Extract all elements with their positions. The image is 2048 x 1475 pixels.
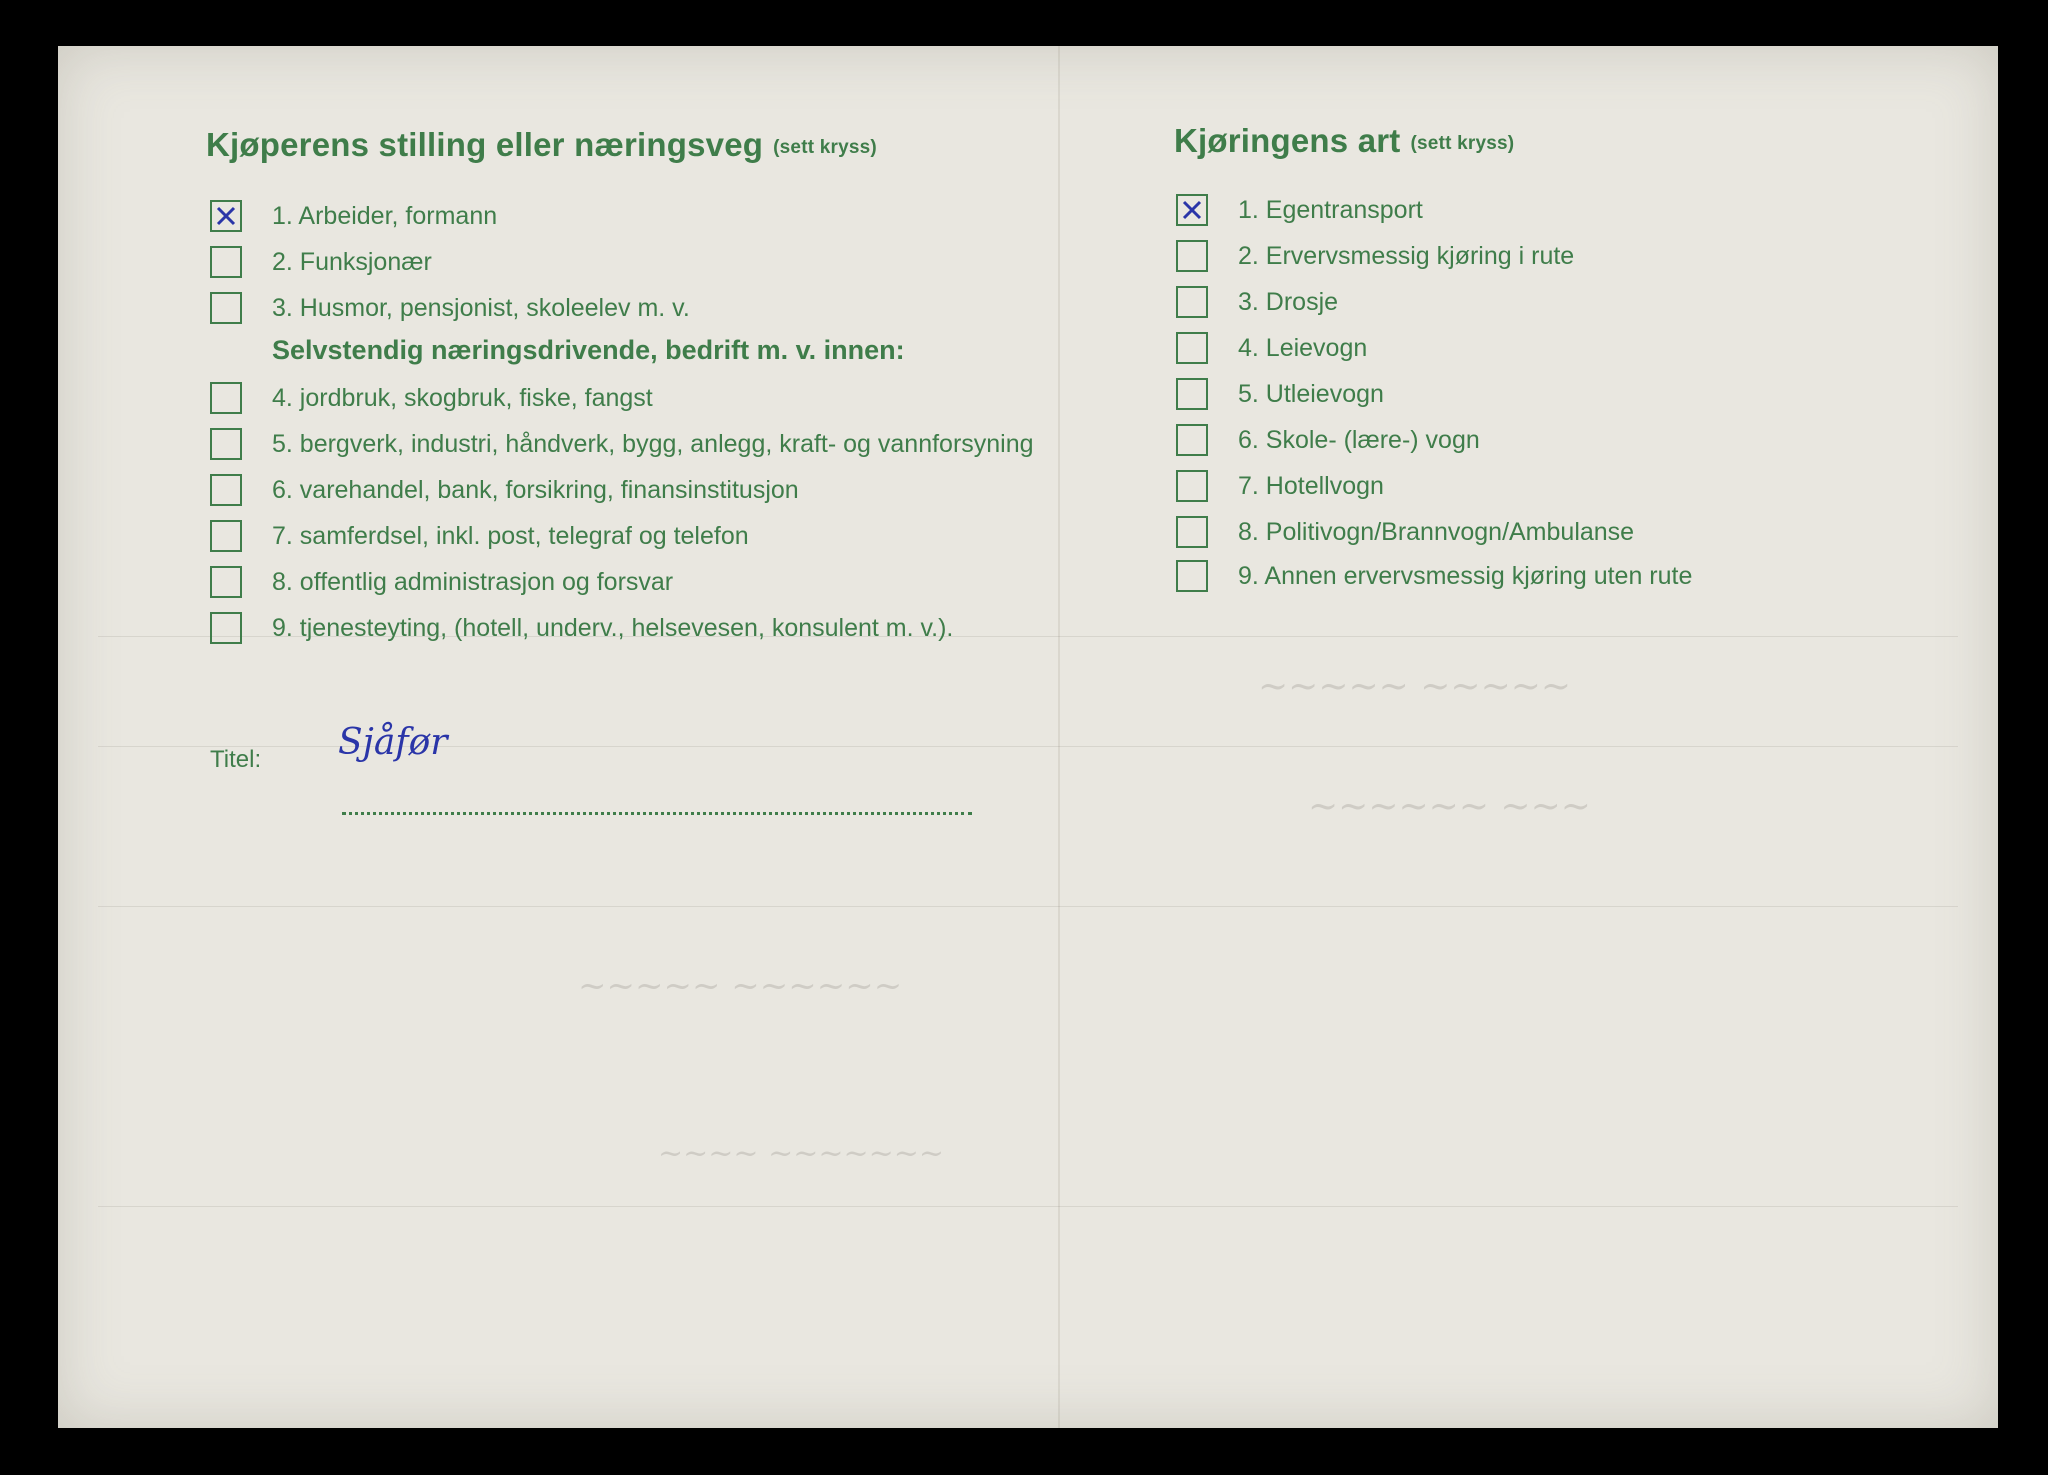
option-label: 2. Ervervsmessig kjøring i rute: [1238, 242, 1575, 270]
checkbox[interactable]: [1176, 286, 1208, 318]
option-label: 4. jordbruk, skogbruk, fiske, fangst: [272, 384, 653, 412]
checkbox[interactable]: [1176, 332, 1208, 364]
checkbox[interactable]: [210, 246, 242, 278]
show-through-text: ~~~~ ~~~~~~~: [658, 1136, 945, 1171]
checkbox-checked[interactable]: [1176, 194, 1208, 226]
checkbox[interactable]: [1176, 470, 1208, 502]
option-label: 6. Skole- (lære-) vogn: [1238, 426, 1480, 454]
buyer-occupation-heading: [206, 126, 877, 164]
option-label: 7. samferdsel, inkl. post, telegraf og telefon: [272, 522, 749, 550]
titel-label: Titel:: [210, 746, 262, 773]
option-label: 7. Hotellvogn: [1238, 472, 1384, 500]
show-through-line: [98, 1206, 1958, 1207]
option-label: 9. Annen ervervsmessig kjøring uten rute: [1238, 562, 1693, 590]
heading-note: (sett kryss): [773, 137, 877, 158]
checkbox[interactable]: [1176, 424, 1208, 456]
titel-handwritten-value[interactable]: Sjåfør: [338, 722, 448, 763]
show-through-line: [98, 906, 1958, 907]
show-through-text: ~~~~~ ~~~~~: [1258, 666, 1572, 707]
titel-dotted-line: [342, 812, 972, 815]
driving-type-heading: [1174, 122, 1514, 160]
option-label: 1. Egentransport: [1238, 196, 1423, 224]
option-label: 8. offentlig administrasjon og forsvar: [272, 568, 674, 596]
checkbox[interactable]: [210, 566, 242, 598]
checkbox[interactable]: [210, 612, 242, 644]
self-employed-subheading: Selvstendig næringsdrivende, bedrift m. v. innen:: [272, 335, 905, 365]
option-label: 3. Husmor, pensjonist, skoleelev m. v.: [272, 294, 690, 322]
checkbox[interactable]: [210, 292, 242, 324]
checkbox[interactable]: [210, 428, 242, 460]
checkbox[interactable]: [1176, 240, 1208, 272]
show-through-text: ~~~~~ ~~~~~~: [578, 966, 903, 1006]
checkbox[interactable]: [210, 382, 242, 414]
checkbox[interactable]: [1176, 560, 1208, 592]
heading-note: (sett kryss): [1410, 133, 1515, 154]
option-label: 1. Arbeider, formann: [272, 202, 498, 230]
option-label: 5. Utleievogn: [1238, 380, 1384, 408]
checkbox-checked[interactable]: [210, 200, 242, 232]
fold-line: [1058, 46, 1060, 1428]
show-through-text: ~~~~~~ ~~~: [1308, 786, 1591, 827]
heading-text: Kjøringens art: [1174, 122, 1401, 159]
cross-mark-icon: [214, 204, 238, 228]
cross-mark-icon: [1180, 198, 1204, 222]
checkbox[interactable]: [210, 474, 242, 506]
option-label: 4. Leievogn: [1238, 334, 1368, 362]
heading-text: Kjøperens stilling eller næringsveg: [206, 126, 764, 163]
checkbox[interactable]: [210, 520, 242, 552]
option-label: 6. varehandel, bank, forsikring, finansinstitusjon: [272, 476, 799, 504]
checkbox[interactable]: [1176, 516, 1208, 548]
option-label: 5. bergverk, industri, håndverk, bygg, anlegg, kraft- og vannforsyning: [272, 430, 1034, 458]
checkbox[interactable]: [1176, 378, 1208, 410]
document-page: [58, 46, 1998, 1428]
option-label: 9. tjenesteyting, (hotell, underv., helsevesen, konsulent m. v.).: [272, 614, 954, 642]
option-label: 3. Drosje: [1238, 288, 1339, 316]
option-label: 2. Funksjonær: [272, 248, 432, 276]
option-label: 8. Politivogn/Brannvogn/Ambulanse: [1238, 518, 1635, 546]
